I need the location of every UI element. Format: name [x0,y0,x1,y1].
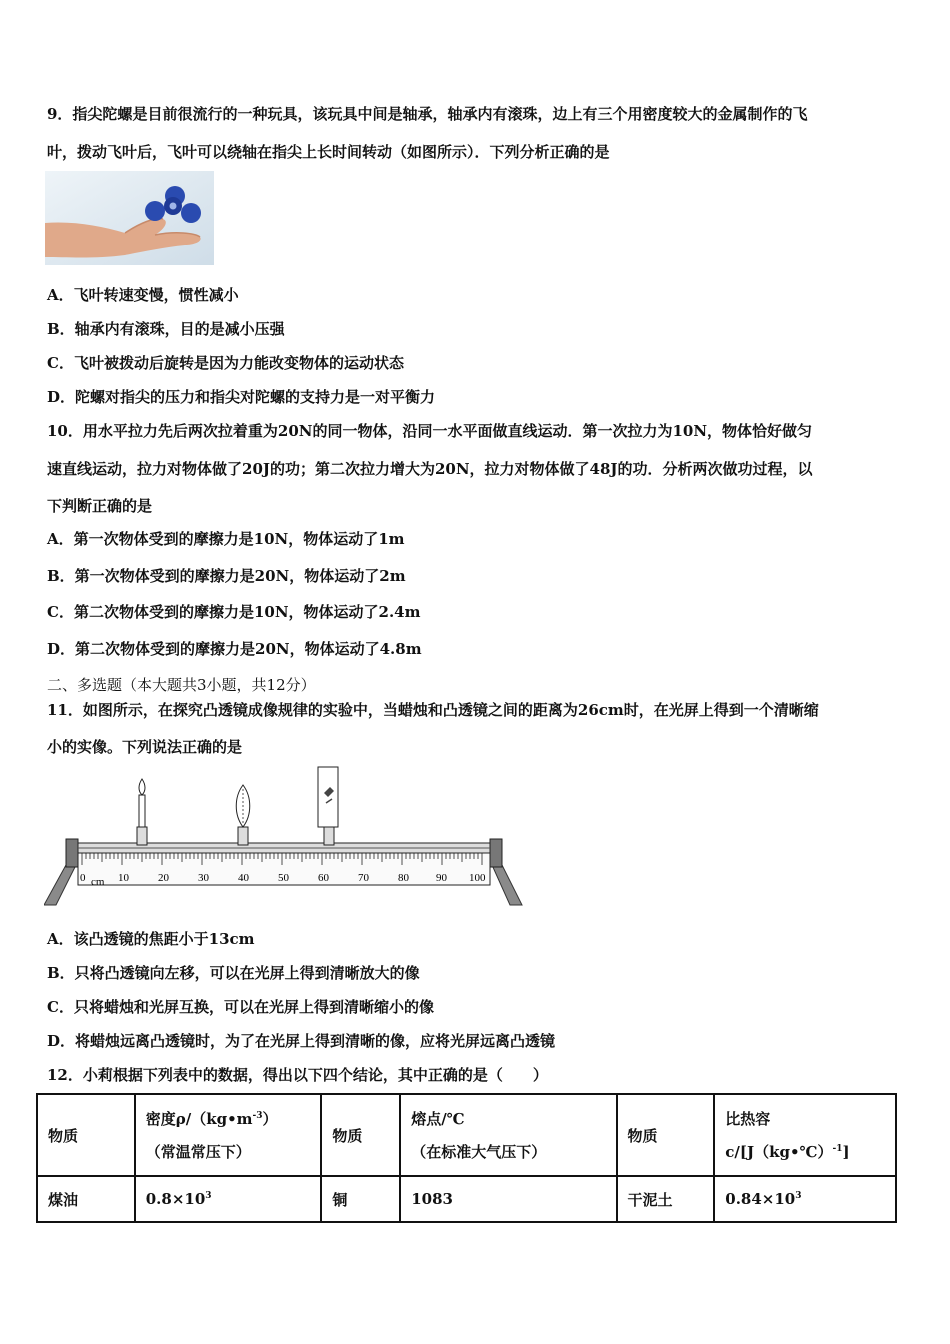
header-substance-2: 物质 [321,1094,400,1176]
optical-bench-diagram [44,765,524,907]
cell-heat-dry-soil [714,1176,896,1222]
q10-stem-line1: 10．用水平拉力先后两次拉着重为20N的同一物体，沿同一水平面做直线运动．第一次拉力为10N，物体恰好做匀 [47,422,813,440]
table-header-row [37,1094,896,1176]
ruler-label-90: 90 [436,872,447,884]
q9-option-d: D．陀螺对指尖的压力和指尖对陀螺的支持力是一对平衡力 [47,388,436,406]
q9-stem-line1: 9．指尖陀螺是目前很流行的一种玩具，该玩具中间是轴承，轴承内有滚珠，边上有三个用密度较大的金属制作的飞 [47,105,808,123]
q10-option-d: D．第二次物体受到的摩擦力是20N，物体运动了4.8m [47,640,422,658]
header-heat-unit-text: c/[J（kg•℃） [725,1143,833,1161]
cell-substance-copper: 铜 [321,1176,400,1222]
q11-option-d: D．将蜡烛远离凸透镜时，为了在光屏上得到清晰的像，应将光屏远离凸透镜 [47,1032,556,1050]
ruler-label-30: 30 [198,872,209,884]
fidget-spinner-photo [45,171,214,265]
header-substance-1: 物质 [37,1094,135,1176]
header-heat [714,1094,896,1176]
q9-option-b: B．轴承内有滚珠，目的是减小压强 [47,320,285,338]
candle-icon [137,779,147,845]
header-heat-label: 比热容 [725,1110,771,1128]
cell-substance-dry-soil: 干泥土 [617,1176,715,1222]
light-screen-icon [318,767,338,845]
cell-density-exp: 3 [205,1191,212,1201]
header-density [135,1094,322,1176]
q12-stem: 12．小莉根据下列表中的数据，得出以下四个结论，其中正确的是（ ） [47,1066,548,1084]
q10-stem-line2: 速直线运动，拉力对物体做了20J的功；第二次拉力增大为20N，拉力对物体做了48J的功．分析两次做功过程，以 [47,460,813,478]
q10-stem-line3: 下判断正确的是 [47,497,153,515]
header-heat-end: ] [842,1143,850,1161]
header-melting-condition: （在标准大气压下） [411,1143,547,1161]
cell-density-kerosene [135,1176,322,1222]
ruler-unit: cm [91,876,105,888]
q10-option-b: B．第一次物体受到的摩擦力是20N，物体运动了2m [47,567,406,585]
ruler-label-40: 40 [238,872,249,884]
q12-data-table [36,1093,897,1223]
cell-heat-exp: 3 [795,1191,802,1201]
ruler-label-80: 80 [398,872,409,884]
ruler-label-60: 60 [318,872,329,884]
q10-option-c: C．第二次物体受到的摩擦力是10N，物体运动了2.4m [47,603,421,621]
header-heat-unit [725,1141,885,1162]
q9-option-c: C．飞叶被拨动后旋转是因为力能改变物体的运动状态 [47,354,404,372]
header-density-label: 密度ρ/（kg•m [145,1110,253,1128]
ruler-label-70: 70 [358,872,369,884]
ruler-label-50: 50 [278,872,289,884]
header-density-condition: （常温常压下） [145,1143,251,1161]
header-melting-label: 熔点/℃ [411,1110,465,1128]
table-row [37,1176,896,1222]
ruler-label-100: 100 [469,872,486,884]
header-melting [400,1094,616,1176]
cell-density-value: 0.8×10 [145,1190,206,1208]
q11-stem-line1: 11．如图所示，在探究凸透镜成像规律的实验中，当蜡烛和凸透镜之间的距离为26cm时，在光屏上得到一个清晰缩 [47,701,819,719]
header-density-end: ） [262,1110,278,1128]
cell-substance-kerosene: 煤油 [37,1176,135,1222]
q11-option-b: B．只将凸透镜向左移，可以在光屏上得到清晰放大的像 [47,964,420,982]
cell-heat-value: 0.84×10 [725,1190,796,1208]
q9-stem-line2: 叶，拨动飞叶后，飞叶可以绕轴在指尖上长时间转动（如图所示）．下列分析正确的是 [47,143,610,161]
q9-option-a: A．飞叶转速变慢，惯性减小 [47,286,239,304]
section-heading-multiple-choice: 二、多选题（本大题共3小题，共12分） [47,676,316,694]
ruler-label-10: 10 [118,872,129,884]
q11-stem-line2: 小的实像。下列说法正确的是 [47,738,243,756]
header-density-exp: -3 [252,1111,263,1121]
header-substance-3: 物质 [617,1094,715,1176]
cell-melting-copper: 1083 [400,1176,616,1222]
ruler-label-20: 20 [158,872,169,884]
header-heat-exp: -1 [832,1144,843,1154]
q11-option-c: C．只将蜡烛和光屏互换，可以在光屏上得到清晰缩小的像 [47,998,434,1016]
convex-lens-icon [236,785,250,845]
ruler-label-0: 0 [80,872,86,884]
q10-option-a: A．第一次物体受到的摩擦力是10N，物体运动了1m [47,530,405,548]
q11-option-a: A．该凸透镜的焦距小于13cm [47,930,255,948]
